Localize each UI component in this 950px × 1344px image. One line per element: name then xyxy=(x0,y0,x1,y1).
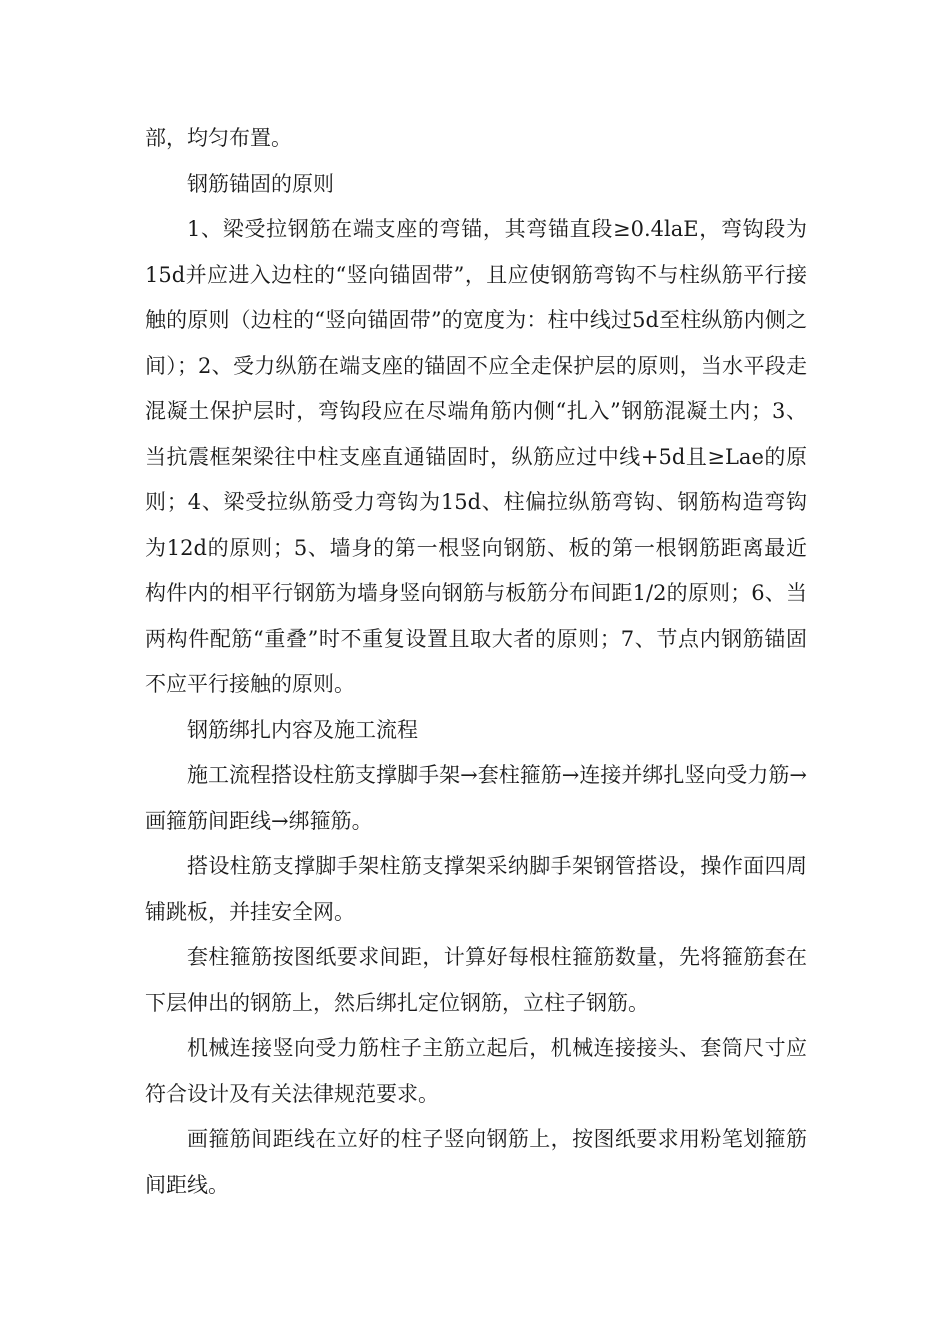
document-body xyxy=(145,116,807,1208)
paragraph-anchorage-rules: 1、梁受拉钢筋在端支座的弯锚，其弯锚直段≥0.4laE，弯钩段为15d并应进入边柱的“竖向锚固带”，且应使钢筋弯钩不与柱纵筋平行接触的原则（边柱的“竖向锚固带”的宽度为：柱中线过5d至柱纵筋内侧之间）；2、受力纵筋在端支座的锚固不应全走保护层的原则，当水平段走混凝土保护层时，弯钩段应在尽端角筋内侧“扎入”钢筋混凝土内；3、当抗震框架梁往中柱支座直通锚固时，纵筋应过中线+5d且≥Lae的原则；4、梁受拉纵筋受力弯钩为15d、柱偏拉纵筋弯钩、钢筋构造弯钩为12d的原则；5、墙身的第一根竖向钢筋、板的第一根钢筋距离最近构件内的相平行钢筋为墙身竖向钢筋与板筋分布间距1/2的原则；6、当两构件配筋“重叠”时不重复设置且取大者的原则；7、节点内钢筋锚固不应平行接触的原则。 xyxy=(145,217,807,696)
paragraph-spacing-lines: 画箍筋间距线在立好的柱子竖向钢筋上，按图纸要求用粉笔划箍筋间距线。 xyxy=(145,1127,807,1197)
heading-binding-process: 钢筋绑扎内容及施工流程 xyxy=(187,717,418,742)
paragraph-mechanical-connection: 机械连接竖向受力筋柱子主筋立起后，机械连接接头、套筒尺寸应符合设计及有关法律规范要求。 xyxy=(145,1036,807,1106)
heading-anchorage-principles: 钢筋锚固的原则 xyxy=(187,171,334,196)
paragraph-scaffold: 搭设柱筋支撑脚手架柱筋支撑架采纳脚手架钢管搭设，操作面四周铺跳板，并挂安全网。 xyxy=(145,854,807,924)
paragraph-continuation: 部，均匀布置。 xyxy=(145,126,292,150)
paragraph-process-flow: 施工流程搭设柱筋支撑脚手架→套柱箍筋→连接并绑扎竖向受力筋→画箍筋间距线→绑箍筋。 xyxy=(145,763,807,833)
paragraph-stirrups: 套柱箍筋按图纸要求间距，计算好每根柱箍筋数量，先将箍筋套在下层伸出的钢筋上，然后绑扎定位钢筋，立柱子钢筋。 xyxy=(145,945,807,1015)
